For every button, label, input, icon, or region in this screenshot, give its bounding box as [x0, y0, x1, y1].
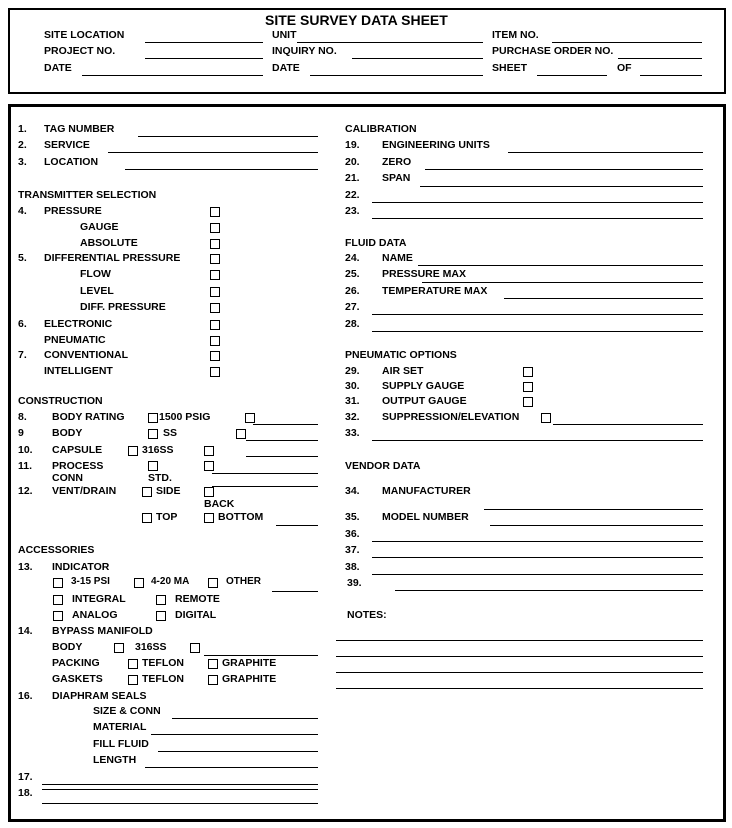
flow-label: FLOW	[80, 268, 111, 280]
sheet-label: SHEET	[492, 62, 528, 74]
manifold-316ss-label: 316SS	[135, 641, 167, 653]
indicator-label: INDICATOR	[52, 561, 110, 573]
body-label: BODY	[52, 427, 83, 439]
material-field[interactable]	[151, 734, 318, 735]
item-number: 18.	[18, 787, 33, 799]
item-number: 14.	[18, 625, 33, 637]
electronic-label: ELECTRONIC	[44, 318, 113, 330]
vent-drain-label: VENT/DRAIN	[52, 485, 117, 497]
gaskets-teflon-label: TEFLON	[142, 673, 184, 685]
suppression-elevation-field[interactable]	[553, 424, 703, 425]
diff-pressure-checkbox[interactable]	[210, 303, 220, 313]
item-number: 26.	[345, 285, 360, 297]
absolute-label: ABSOLUTE	[80, 237, 138, 249]
item-number: 17.	[18, 771, 33, 783]
name-field[interactable]	[418, 265, 703, 266]
size-conn-label: SIZE & CONN	[93, 705, 161, 717]
packing-label: PACKING	[52, 657, 100, 669]
sheet-field[interactable]	[537, 75, 607, 76]
digital-checkbox[interactable]	[156, 611, 166, 621]
side-checkbox[interactable]	[142, 487, 152, 497]
pneumatic-options-heading: PNEUMATIC OPTIONS	[345, 349, 457, 361]
manufacturer-label: MANUFACTURER	[382, 485, 471, 497]
notes-line-2[interactable]	[336, 656, 703, 657]
differential-pressure-checkbox[interactable]	[210, 254, 220, 264]
item-number: 27.	[345, 301, 360, 313]
item-number: 5.	[18, 252, 27, 264]
line-22-field[interactable]	[372, 202, 703, 203]
item-number: 31.	[345, 395, 360, 407]
psig-1500-label: 1500 PSIG	[159, 411, 211, 423]
item-number: 33.	[345, 427, 360, 439]
capsule-other-field[interactable]	[246, 456, 318, 457]
gaskets-label: GASKETS	[52, 673, 103, 685]
remote-label: REMOTE	[175, 593, 220, 605]
back-label: BACK	[204, 498, 235, 510]
length-field[interactable]	[145, 767, 318, 768]
ss-label: SS	[163, 427, 178, 439]
remote-checkbox[interactable]	[156, 595, 166, 605]
tag-number-field[interactable]	[138, 136, 318, 137]
manifold-316ss-checkbox[interactable]	[114, 643, 124, 653]
item-number: 2.	[18, 139, 27, 151]
bottom-field[interactable]	[276, 525, 318, 526]
body-rating-other-checkbox[interactable]	[245, 413, 255, 423]
item-number: 24.	[345, 252, 360, 264]
air-set-checkbox[interactable]	[523, 367, 533, 377]
item-number: 35.	[345, 511, 360, 523]
item-number: 37.	[345, 544, 360, 556]
service-label: SERVICE	[44, 139, 90, 151]
location-label: LOCATION	[44, 156, 99, 168]
line-18-field[interactable]	[42, 789, 318, 790]
inquiry-no-label: INQUIRY NO.	[272, 45, 337, 57]
line-23-field[interactable]	[372, 218, 703, 219]
item-number: 11.	[18, 460, 33, 472]
absolute-checkbox[interactable]	[210, 239, 220, 249]
capsule-316ss-label: 316SS	[142, 444, 174, 456]
supply-gauge-checkbox[interactable]	[523, 382, 533, 392]
psi-3-15-checkbox[interactable]	[53, 578, 63, 588]
purchase-order-no-field[interactable]	[618, 58, 702, 59]
capsule-label: CAPSULE	[52, 444, 103, 456]
intelligent-label: INTELLIGENT	[44, 365, 113, 377]
level-label: LEVEL	[80, 285, 114, 297]
item-number: 1.	[18, 123, 27, 135]
output-gauge-label: OUTPUT GAUGE	[382, 395, 467, 407]
project-no-label: PROJECT NO.	[44, 45, 116, 57]
item-number: 22.	[345, 189, 360, 201]
line-33-field[interactable]	[372, 440, 703, 441]
suppression-elevation-label: SUPPRESSION/ELEVATION	[382, 411, 520, 423]
top-checkbox[interactable]	[142, 513, 152, 523]
pressure-max-label: PRESSURE MAX	[382, 268, 467, 280]
item-number: 38.	[345, 561, 360, 573]
item-number: 34.	[345, 485, 360, 497]
line-39-field[interactable]	[395, 590, 703, 591]
item-no-field[interactable]	[552, 42, 702, 43]
conn-label: CONN	[52, 472, 83, 484]
indicator-other-checkbox[interactable]	[208, 578, 218, 588]
pressure-checkbox[interactable]	[210, 207, 220, 217]
level-checkbox[interactable]	[210, 287, 220, 297]
pressure-label: PRESSURE	[44, 205, 102, 217]
pressure-max-field[interactable]	[422, 282, 703, 283]
location-field[interactable]	[125, 169, 318, 170]
notes-line-4[interactable]	[336, 688, 703, 689]
site-location-label: SITE LOCATION	[44, 29, 125, 41]
inquiry-no-field[interactable]	[352, 58, 483, 59]
unit-field[interactable]	[297, 42, 483, 43]
transmitter-selection-heading: TRANSMITTER SELECTION	[18, 189, 157, 201]
date-left-label: DATE	[44, 62, 72, 74]
line-38-field[interactable]	[372, 574, 703, 575]
ss-checkbox[interactable]	[148, 429, 158, 439]
side-label: SIDE	[156, 485, 181, 497]
diff-pressure-label: DIFF. PRESSURE	[80, 301, 166, 313]
page-title: SITE SURVEY DATA SHEET	[265, 12, 448, 28]
of-field[interactable]	[640, 75, 702, 76]
date-mid-field[interactable]	[310, 75, 483, 76]
material-label: MATERIAL	[93, 721, 147, 733]
line-17-field[interactable]	[42, 784, 318, 785]
line-28-field[interactable]	[372, 331, 703, 332]
unit-label: UNIT	[272, 29, 297, 41]
capsule-316ss-checkbox[interactable]	[128, 446, 138, 456]
item-number: 25.	[345, 268, 360, 280]
gauge-label: GAUGE	[80, 221, 119, 233]
supply-gauge-label: SUPPLY GAUGE	[382, 380, 465, 392]
line-36-field[interactable]	[372, 541, 703, 542]
item-number: 7.	[18, 349, 27, 361]
item-number: 32.	[345, 411, 360, 423]
item-number: 19.	[345, 139, 360, 151]
item-number: 3.	[18, 156, 27, 168]
back-checkbox[interactable]	[204, 487, 214, 497]
vendor-data-heading: VENDOR DATA	[345, 460, 421, 472]
item-number: 12.	[18, 485, 33, 497]
length-label: LENGTH	[93, 754, 137, 766]
manifold-body-other-field[interactable]	[204, 655, 318, 656]
notes-line-1[interactable]	[336, 640, 703, 641]
air-set-label: AIR SET	[382, 365, 424, 377]
item-number: 9	[18, 427, 24, 439]
process-label: PROCESS	[52, 460, 104, 472]
fill-fluid-label: FILL FLUID	[93, 738, 149, 750]
process-std-label: STD.	[148, 472, 172, 484]
accessories-heading: ACCESSORIES	[18, 544, 95, 556]
packing-teflon-label: TEFLON	[142, 657, 184, 669]
date-left-field[interactable]	[82, 75, 263, 76]
indicator-other-field[interactable]	[272, 591, 318, 592]
notes-line-3[interactable]	[336, 672, 703, 673]
item-number: 21.	[345, 172, 360, 184]
process-std-checkbox[interactable]	[148, 461, 158, 471]
tag-number-label: TAG NUMBER	[44, 123, 115, 135]
item-number: 16.	[18, 690, 33, 702]
span-label: SPAN	[382, 172, 411, 184]
item-number: 20.	[345, 156, 360, 168]
fluid-data-heading: FLUID DATA	[345, 237, 407, 249]
gaskets-graphite-checkbox[interactable]	[208, 675, 218, 685]
manifold-body-label: BODY	[52, 641, 83, 653]
notes-label: NOTES:	[347, 609, 387, 621]
intelligent-checkbox[interactable]	[210, 367, 220, 377]
conventional-label: CONVENTIONAL	[44, 349, 128, 361]
project-no-field[interactable]	[145, 58, 263, 59]
manifold-body-other-checkbox[interactable]	[190, 643, 200, 653]
psi-3-15-label: 3-15 PSI	[71, 576, 110, 587]
size-conn-field[interactable]	[172, 718, 318, 719]
ma-4-20-checkbox[interactable]	[134, 578, 144, 588]
name-label: NAME	[382, 252, 413, 264]
line-37-field[interactable]	[372, 557, 703, 558]
body-rating-label: BODY RATING	[52, 411, 125, 423]
item-number: 6.	[18, 318, 27, 330]
fill-fluid-field[interactable]	[158, 751, 318, 752]
packing-graphite-checkbox[interactable]	[208, 659, 218, 669]
item-number: 10.	[18, 444, 33, 456]
back-field[interactable]	[212, 486, 318, 487]
service-field[interactable]	[108, 152, 318, 153]
bottom-checkbox[interactable]	[204, 513, 214, 523]
date-mid-label: DATE	[272, 62, 300, 74]
ma-4-20-label: 4-20 MA	[151, 576, 190, 587]
item-number: 30.	[345, 380, 360, 392]
engineering-units-label: ENGINEERING UNITS	[382, 139, 490, 151]
body-rating-other-field[interactable]	[253, 424, 318, 425]
zero-label: ZERO	[382, 156, 412, 168]
temperature-max-field[interactable]	[504, 298, 703, 299]
capsule-other-checkbox[interactable]	[204, 446, 214, 456]
analog-label: ANALOG	[72, 609, 118, 621]
pneumatic-checkbox[interactable]	[210, 336, 220, 346]
item-number: 28.	[345, 318, 360, 330]
item-number: 4.	[18, 205, 27, 217]
flow-checkbox[interactable]	[210, 270, 220, 280]
of-label: OF	[617, 62, 632, 74]
bypass-manifold-label: BYPASS MANIFOLD	[52, 625, 153, 637]
construction-heading: CONSTRUCTION	[18, 395, 103, 407]
engineering-units-field[interactable]	[508, 152, 703, 153]
gauge-checkbox[interactable]	[210, 223, 220, 233]
body-other-field[interactable]	[246, 440, 318, 441]
process-other-field[interactable]	[212, 473, 318, 474]
packing-graphite-label: GRAPHITE	[222, 657, 277, 669]
zero-field[interactable]	[425, 169, 703, 170]
site-location-field[interactable]	[145, 42, 263, 43]
temperature-max-label: TEMPERATURE MAX	[382, 285, 488, 297]
differential-pressure-label: DIFFERENTIAL PRESSURE	[44, 252, 181, 264]
packing-teflon-checkbox[interactable]	[128, 659, 138, 669]
purchase-order-no-label: PURCHASE ORDER NO.	[492, 45, 614, 57]
bottom-label: BOTTOM	[218, 511, 264, 523]
gaskets-graphite-label: GRAPHITE	[222, 673, 277, 685]
item-number: 13.	[18, 561, 33, 573]
calibration-heading: CALIBRATION	[345, 123, 417, 135]
line-27-field[interactable]	[372, 314, 703, 315]
body-other-checkbox[interactable]	[236, 429, 246, 439]
model-number-label: MODEL NUMBER	[382, 511, 469, 523]
manufacturer-field[interactable]	[484, 509, 703, 510]
line-18b-field[interactable]	[42, 803, 318, 804]
process-other-checkbox[interactable]	[204, 461, 214, 471]
span-field[interactable]	[420, 186, 703, 187]
item-number: 29.	[345, 365, 360, 377]
gaskets-teflon-checkbox[interactable]	[128, 675, 138, 685]
diaphram-seals-label: DIAPHRAM SEALS	[52, 690, 147, 702]
item-number: 23.	[345, 205, 360, 217]
item-no-label: ITEM NO.	[492, 29, 539, 41]
electronic-checkbox[interactable]	[210, 320, 220, 330]
psig-1500-checkbox[interactable]	[148, 413, 158, 423]
model-number-field[interactable]	[490, 525, 703, 526]
digital-label: DIGITAL	[175, 609, 217, 621]
pneumatic-label: PNEUMATIC	[44, 334, 106, 346]
conventional-checkbox[interactable]	[210, 351, 220, 361]
integral-label: INTEGRAL	[72, 593, 126, 605]
item-number: 39.	[347, 577, 362, 589]
suppression-elevation-checkbox[interactable]	[541, 413, 551, 423]
output-gauge-checkbox[interactable]	[523, 397, 533, 407]
item-number: 36.	[345, 528, 360, 540]
item-number: 8.	[18, 411, 27, 423]
top-label: TOP	[156, 511, 178, 523]
integral-checkbox[interactable]	[53, 595, 63, 605]
analog-checkbox[interactable]	[53, 611, 63, 621]
indicator-other-label: OTHER	[226, 576, 261, 587]
